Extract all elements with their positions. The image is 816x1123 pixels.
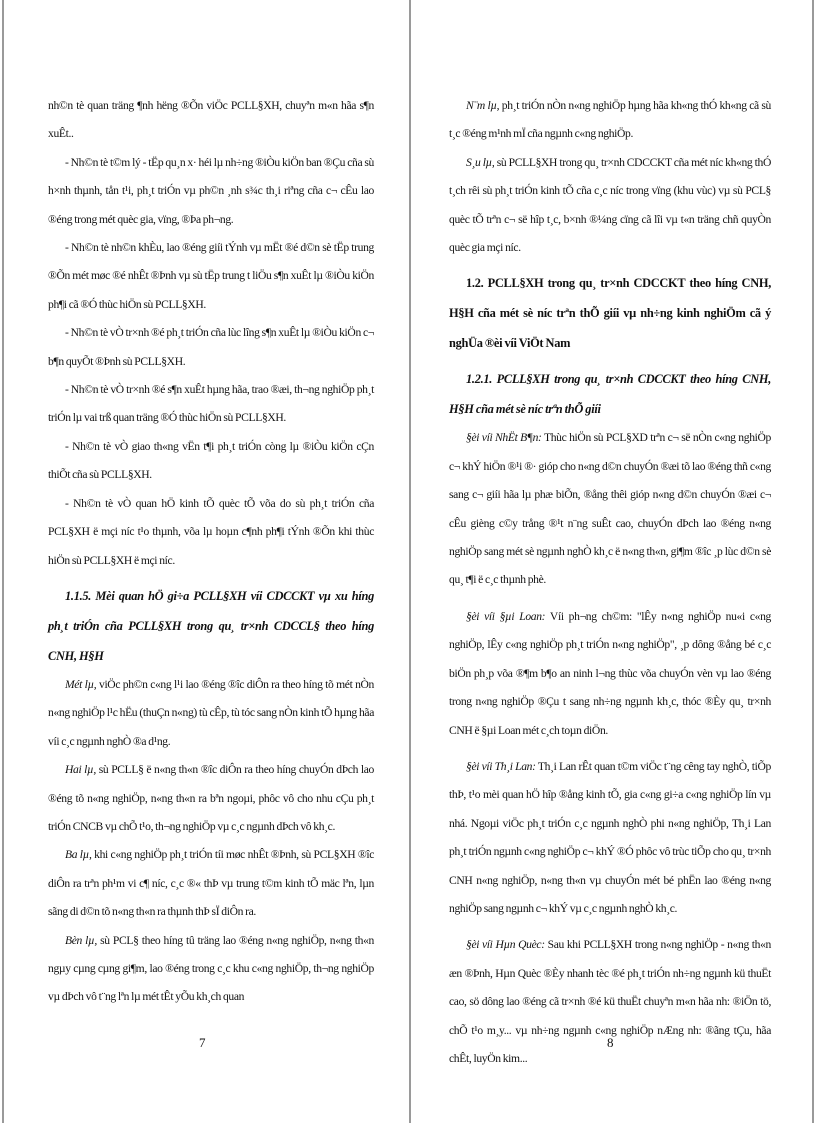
page-divider bbox=[409, 0, 411, 1123]
country-paragraph-japan bbox=[449, 424, 771, 594]
section-heading-1-1-5: 1.1.5. Mèi quan hÖ gi÷a PCLL§XH víi CDCCKT vµ xu híng ph¸t triÓn cña PCLL§XH trong qu¸ tr×nh CDCCL§ theo híng CNH, H§H bbox=[48, 588, 374, 663]
list-item-text: sù PCL§ theo híng tû träng lao ®éng n«ng nghiÖp, n«ng th«n ngµy cµng cµng gi¶m, lao ®éng trong c¸c khu c«ng nghiÖp, th¬ng nghiÖp vµ dÞch vô t¨ng lªn lµ mét tÊt yÕu kh¸ch quan bbox=[48, 933, 374, 1004]
list-item-lead: N¨m lµ, bbox=[466, 99, 500, 112]
country-text: Sau khi PCLL§XH trong n«ng nghiÖp - n«ng th«n æn ®Þnh, Hµn Quèc ®Èy nhanh tèc ®é ph¸t triÓn nh÷ng ngµnh kü thuËt cao, sö dông lao ®éng cã tr×nh ®é kü thuËt chuyªn m«n hãa nh: ®iÖn tö, chÕ t¹o m¸y... vµ nh÷ng ngµnh c«ng nghiÖp nÆng nh: ®ãng tÇu, hãa chÊt, luyÖn kim... bbox=[449, 938, 772, 1065]
country-text: Víi ph¬ng ch©m: "lÊy n«ng nghiÖp nu«i c«ng nghiÖp, lÊy c«ng nghiÖp ph¸t triÓn n«ng nghiÖp", ¸p dông ®ång bé c¸c biÖn ph¸p võa ®¶m b¶o an ninh l¬ng thùc võa chuyÓn vèn vµ lao ®éng trong n«ng nghiÖp ®Çu t sang nh÷ng ngµnh kh¸c, thóc ®Èy qu¸ tr×nh CNH ë §µi Loan mét c¸ch toµn diÖn. bbox=[449, 609, 771, 737]
factor-productive-forces: - Nh©n tè vÒ tr×nh ®é ph¸t triÓn cña lùc lîng s¶n xuÊt lµ ®iÒu kiÖn c¬ b¶n quyÕt ®Þnh sù PCLL§XH. bbox=[48, 326, 374, 368]
country-paragraph-thailand bbox=[449, 753, 771, 923]
list-item bbox=[48, 671, 374, 756]
country-name: §èi víi §µi Loan: bbox=[466, 609, 546, 623]
list-item-text: sù PCLL§ ë n«ng th«n ®îc diÔn ra theo híng chuyÓn dÞch lao ®éng tõ n«ng nghiÖp, n«ng th«n ra bªn ngoµi, phôc vô cho nhu cÇu ph¸t triÓn CNCB vµ chÕ t¹o, th¬ng nghiÖp vµ c¸c ngµnh dÞch vô kh¸c. bbox=[48, 763, 374, 833]
list-item-text: viÖc ph©n c«ng l¹i lao ®éng ®îc diÔn ra theo híng tõ mét nÒn n«ng nghiÖp l¹c hËu (thuÇn n«ng) tù cÊp, tù tóc sang nÒn kinh tÕ hµng hãa víi c¸c ngµnh nghÒ ®a d¹ng. bbox=[48, 677, 374, 748]
list-item bbox=[48, 927, 374, 1012]
country-paragraph-taiwan bbox=[449, 603, 771, 745]
list-item-lead: Bèn lµ, bbox=[65, 933, 97, 947]
left-scan-edge bbox=[2, 0, 4, 1123]
page-number-left: 7 bbox=[199, 1035, 206, 1050]
country-paragraph-korea bbox=[449, 931, 771, 1073]
right-page-column bbox=[449, 92, 771, 1073]
section-heading-1-2-1: 1.2.1. PCLL§XH trong qu¸ tr×nh CDCCKT theo híng CNH, H§H cña mét sè níc trªn thÕ giíi bbox=[449, 372, 771, 417]
paragraph-continuation: nh©n tè quan träng ¶nh hëng ®Õn viÖc PCLL§XH, chuyªn m«n hãa s¶n xuÊt.. bbox=[48, 99, 374, 141]
list-item bbox=[48, 756, 374, 841]
country-name: §èi víi Hµn Quèc: bbox=[466, 938, 545, 952]
left-page-column bbox=[48, 92, 374, 1012]
country-name: §èi víi NhËt B¶n: bbox=[466, 431, 542, 445]
factor-international-relations: - Nh©n tè vÒ quan hÖ kinh tÕ quèc tÕ võa do sù ph¸t triÓn cña PCL§XH ë mçi níc t¹o thµnh, võa lµ hoµn c¶nh ph¶i tÝnh ®Õn khi thùc hiÖn sù PCLL§XH ë mçi níc. bbox=[48, 496, 374, 567]
country-text: Th¸i Lan rÊt quan t©m viÖc t¨ng cêng tay nghÒ, tiÕp thÞ, t¹o mèi quan hÖ hîp ®ång kinh tÕ, gia c«ng gi÷a c«ng nghiÖp lín vµ nhá. Ngoµi viÖc ph¸t triÓn c¸c ngµnh nghÒ phi n«ng nghiÖp, Th¸i Lan ph¸t triÓn ngµnh c«ng nghiÖp c¬ khÝ ®Ó phôc vô trùc tiÕp cho qu¸ tr×nh CNH n«ng nghiÖp, n«ng th«n vµ chuyÓn mét bé phËn lao ®éng n«ng nghiÖp sang ngµnh c¬ khÝ vµ c¸c ngµnh nghÒ kh¸c. bbox=[449, 759, 771, 915]
list-item-text: sù PCLL§XH trong qu¸ tr×nh CDCCKT cña mét níc kh«ng thÓ t¸ch rêi sù ph¸t triÓn kinh tÕ cña c¸c níc trong vïng (khu vùc) vµ sù PCL§ quèc tÕ trªn c¬ së hîp t¸c, b×nh ®¼ng cïng cã lîi vµ t«n träng chñ quyÒn quèc gia mçi níc. bbox=[449, 155, 772, 255]
section-heading-1-2: 1.2. PCLL§XH trong qu¸ tr×nh CDCCKT theo híng CNH, H§H cña mét sè níc trªn thÕ giíi vµ nh÷ng kinh nghiÖm cã ý nghÜa ®èi víi ViÖt Nam bbox=[449, 276, 771, 351]
factor-transport: - Nh©n tè vÒ giao th«ng vËn t¶i ph¸t triÓn còng lµ ®iÒu kiÖn cÇn thiÕt cña sù PCLL§XH. bbox=[48, 439, 374, 482]
list-item-lead: Hai lµ, bbox=[65, 763, 96, 777]
country-text: Thùc hiÖn sù PCL§XD trªn c¬ së nÒn c«ng nghiÖp c¬ khÝ hiÖn ®¹i ®· gióp cho n«ng d©n chuyÓn ®æi tõ lao ®éng thñ c«ng sang c¬ giíi hãa lµ phæ biÕn, ®ång thêi gióp n«ng d©n chuyÓn ®æi c¬ cÊu gièng c©y trång ®¹t n¨ng suÊt cao, chuyÓn dÞch lao ®éng n«ng nghiÖp sang mét sè ngµnh nghÒ kh¸c ë n«ng th«n, gi¶m ®îc ¸p lùc d©n sè qu¸ t¶i ë c¸c thµnh phè. bbox=[449, 431, 771, 587]
list-item-lead: S¸u lµ, bbox=[466, 155, 495, 169]
list-item-lead: Ba lµ, bbox=[65, 848, 92, 862]
list-item bbox=[449, 149, 771, 263]
list-item-text: ph¸t triÓn nÒn n«ng nghiÖp hµng hãa kh«ng thÓ kh«ng cã sù t¸c ®éng m¹nh mÏ cña ngµnh c«ng nghiÖp. bbox=[449, 99, 772, 141]
list-item-lead: Mét lµ, bbox=[65, 677, 97, 691]
country-name: §èi víi Th¸i Lan: bbox=[466, 759, 536, 773]
list-item bbox=[449, 92, 771, 149]
list-item-text: khi c«ng nghiÖp ph¸t triÓn tíi møc nhÊt ®Þnh, sù PCL§XH ®îc diÔn ra trªn ph¹m vi c¶ níc, c¸c ®« thÞ vµ trung t©m kinh tÕ mäc lªn, lµn sãng di d©n tõ n«ng th«n ra thµnh thÞ sÏ diÔn ra. bbox=[48, 848, 374, 919]
right-scan-edge bbox=[812, 0, 814, 1123]
list-item bbox=[48, 841, 374, 926]
factor-commodity-production: - Nh©n tè vÒ tr×nh ®é s¶n xuÊt hµng hãa, trao ®æi, th¬ng nghiÖp ph¸t triÓn lµ vai trß quan träng ®Ó thùc hiÖn sù PCLL§XH. bbox=[48, 383, 374, 425]
factor-psychology: - Nh©n tè t©m lý - tËp qu¸n x· héi lµ nh÷ng ®iÒu kiÖn ban ®Çu cña sù h×nh thµnh, tån t¹i, ph¸t triÓn vµ ph©n ¸nh s¾c th¸i riªng cña c¬ cÊu lao ®éng trong mét quèc gia, vïng, ®Þa ph¬ng. bbox=[48, 155, 374, 226]
page-number-right: 8 bbox=[607, 1035, 614, 1050]
factor-demography: - Nh©n tè nh©n khÈu, lao ®éng giíi tÝnh vµ mËt ®é d©n sè tËp trung ®Õn mét møc ®é nhÊt ®Þnh vµ sù tËp trung t liÖu s¶n xuÊt lµ ®iÒu kiÖn ph¶i cã ®Ó thùc hiÖn sù PCLL§XH. bbox=[48, 241, 374, 311]
